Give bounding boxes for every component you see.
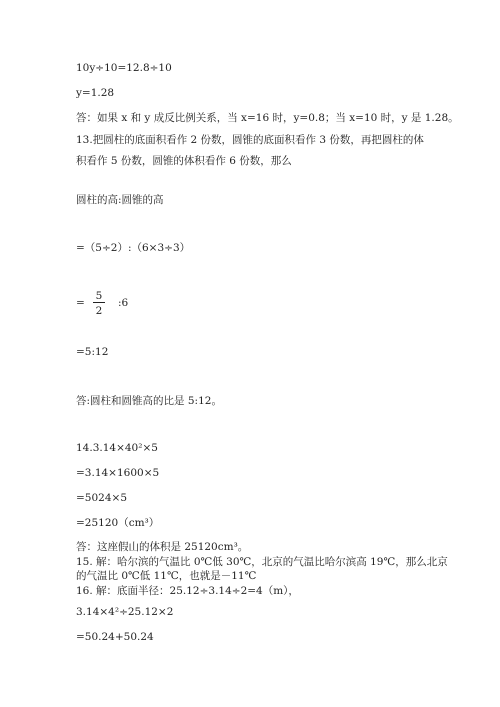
equation-line: 10y÷10=12.8÷10 — [76, 62, 172, 74]
equation-line: 3.14×4²÷25.12×2 — [76, 606, 174, 618]
answer-line: 答：这座假山的体积是 25120cm³。 — [76, 541, 249, 553]
equation-line: y=1.28 — [76, 87, 115, 99]
fraction-numerator: 5 — [95, 290, 103, 302]
equals-sign: = — [76, 297, 85, 309]
equation-line: =5:12 — [76, 346, 109, 358]
equation-line: =25120（cm³） — [76, 517, 160, 529]
equation-line: =50.24+50.24 — [76, 631, 154, 643]
equation-line: =5024×5 — [76, 492, 127, 504]
equation-line: =（5÷2）:（6×3÷3） — [76, 242, 191, 254]
fraction-denominator: 2 — [95, 305, 103, 317]
question-15-line: 的气温比 0℃低 11℃，也就是－11℃ — [76, 570, 257, 582]
question-14-line: 14.3.14×40²×5 — [76, 442, 158, 454]
answer-line: 答：如果 x 和 y 成反比例关系，当 x=16 时，y=0.8；当 x=10 时，y 是 1.28。 — [76, 112, 459, 124]
answer-line: 答:圆柱和圆锥高的比是 5:12。 — [76, 395, 222, 407]
question-16-line: 16. 解：底面半径：25.12÷3.14÷2=4（m）， — [76, 585, 299, 597]
question-15-line: 15. 解：哈尔滨的气温比 0℃低 30℃，北京的气温比哈尔滨高 19℃，那么北京 — [76, 556, 448, 568]
question-13-text: 13.把圆柱的底面积看作 2 份数，圆锥的底面积看作 3 份数，再把圆柱的体积看作 5 份数，圆锥的体积看作 6 份数，那么 — [76, 134, 424, 167]
equation-line: =3.14×1600×5 — [76, 467, 160, 479]
equation-line: 圆柱的高:圆锥的高 — [76, 194, 164, 206]
ratio-part: :6 — [118, 297, 129, 309]
fraction-bar — [93, 302, 105, 303]
